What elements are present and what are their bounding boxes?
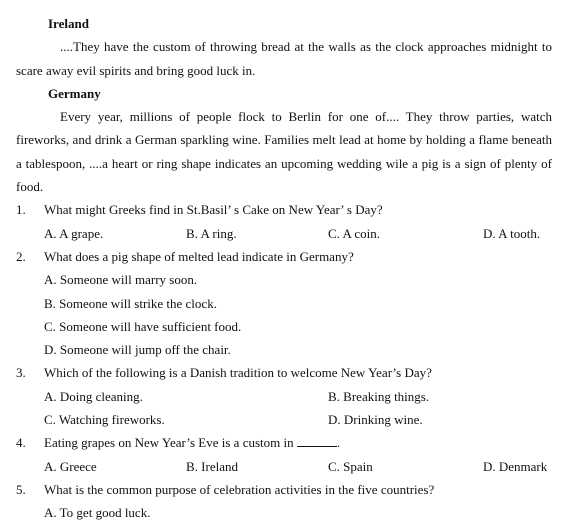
question-number: 3. xyxy=(16,365,26,381)
option-a: A. Greece xyxy=(44,458,97,474)
options-row xyxy=(0,222,569,245)
option-d: D. A tooth. xyxy=(483,225,541,241)
question-text: Eating grapes on New Year’s Eve is a custom in xyxy=(44,435,294,451)
option-d: D. Someone will jump off the chair. xyxy=(44,342,231,358)
section-heading-ireland: Ireland xyxy=(48,16,89,31)
question-number: 2. xyxy=(16,248,26,264)
question-text-end: . xyxy=(336,435,341,451)
option-b: B. A ring. xyxy=(186,225,237,241)
question-number: 1. xyxy=(16,202,26,218)
option-b: B. Someone will strike the clock. xyxy=(44,295,217,311)
paragraph-ireland: ....They have the custom of throwing bread at the walls as the clock approaches midnight to scare away evil spirits and bring good luck in. xyxy=(16,39,552,78)
option-a: A. To get good luck. xyxy=(44,505,151,521)
question-text: What might Greeks find in St.Basil’ s Cake on New Year’ s Day? xyxy=(44,202,383,218)
option-c: C. A coin. xyxy=(328,225,381,241)
question-5 xyxy=(0,478,569,501)
question-text: What is the common purpose of celebration activities in the five countries? xyxy=(44,481,435,497)
options-row xyxy=(0,408,569,431)
question-number: 4. xyxy=(16,435,26,451)
question-2 xyxy=(0,245,569,268)
option-a: A. A grape. xyxy=(44,225,104,241)
section-heading-germany: Germany xyxy=(48,85,101,101)
option-a: A. Doing cleaning. xyxy=(44,388,143,404)
question-4 xyxy=(0,431,569,454)
question-text: Which of the following is a Danish tradition to welcome New Year’s Day? xyxy=(44,365,432,381)
option-c: C. Someone will have sufficient food. xyxy=(44,318,242,334)
question-number: 5. xyxy=(16,481,26,497)
question-3 xyxy=(0,361,569,384)
paragraph-germany: Every year, millions of people flock to Berlin for one of.... They throw parties, watch fireworks, and drink a German sparkling wine. Families melt lead at home by holding a flame beneath a tablespoon, ....a heart or ring shape indicates an upcoming wedding wile a pig is a sign of plenty of food. xyxy=(16,109,552,195)
option-b: B. Breaking things. xyxy=(328,388,430,404)
question-1 xyxy=(0,198,569,221)
option-a: A. Someone will marry soon. xyxy=(44,272,198,288)
answer-blank xyxy=(297,434,337,447)
options-row xyxy=(0,385,569,408)
option-c: C. Spain xyxy=(328,458,373,474)
options-row xyxy=(0,455,569,478)
option-b: B. Ireland xyxy=(186,458,238,474)
option-d: D. Drinking wine. xyxy=(328,412,423,428)
option-c: C. Watching fireworks. xyxy=(44,412,165,428)
document-page xyxy=(0,12,569,525)
option-d: D. Denmark xyxy=(483,458,548,474)
question-text: What does a pig shape of melted lead indicate in Germany? xyxy=(44,248,354,264)
